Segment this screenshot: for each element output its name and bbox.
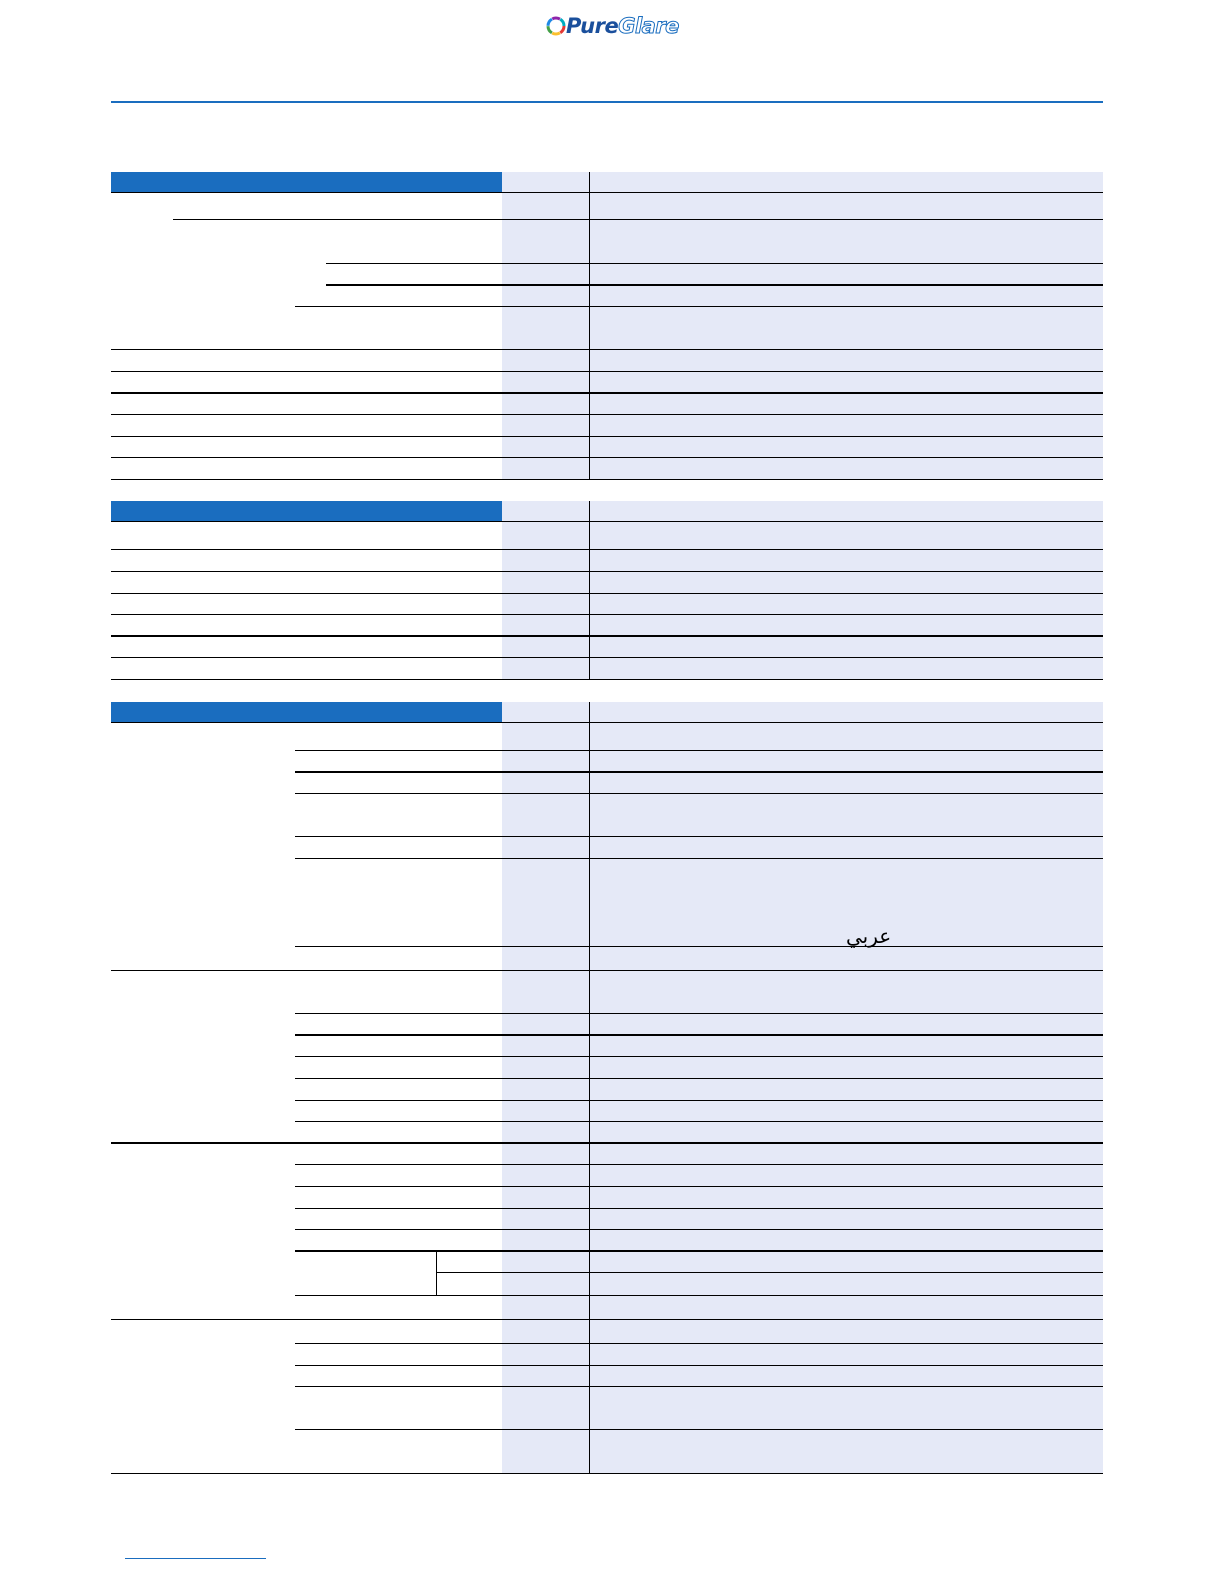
row-rule <box>111 593 1103 594</box>
row-rule <box>295 750 1103 751</box>
column-divider-3 <box>589 702 590 1473</box>
row-rule <box>111 371 1103 372</box>
row-rule <box>111 349 1103 350</box>
row-rule <box>111 635 1103 637</box>
row-rule <box>295 1229 1103 1230</box>
row-rule <box>111 657 1103 658</box>
row-rule <box>111 970 1103 971</box>
row-rule <box>295 1013 1103 1014</box>
row-rule <box>295 1034 1103 1036</box>
row-rule <box>111 722 1103 723</box>
row-rule <box>295 1100 1103 1101</box>
row-rule <box>111 436 1103 437</box>
sub-column-divider <box>436 1250 437 1296</box>
row-rule <box>326 284 1103 286</box>
row-rule <box>295 1121 1103 1122</box>
row-rule <box>111 1319 1103 1320</box>
row-rule <box>111 414 1103 415</box>
row-rule <box>295 946 1103 947</box>
row-rule <box>295 1164 1103 1165</box>
row-rule <box>111 392 1103 394</box>
row-rule <box>111 614 1103 615</box>
logo-text-pure: Pure <box>566 14 619 38</box>
row-rule <box>326 263 1103 264</box>
footer-link-underline[interactable] <box>125 1558 266 1559</box>
section-header-2 <box>111 501 502 522</box>
row-rule <box>295 836 1103 837</box>
row-rule <box>111 1473 1103 1474</box>
row-rule <box>295 1078 1103 1079</box>
logo-text-glare: Glare <box>618 14 679 38</box>
row-rule <box>295 1365 1103 1366</box>
row-rule <box>111 679 1103 680</box>
section-header-1 <box>111 172 502 193</box>
language-sample-arabic: عربي <box>846 924 892 948</box>
row-rule <box>295 1186 1103 1187</box>
column-divider-2 <box>589 501 590 679</box>
row-rule <box>295 858 1103 859</box>
row-rule <box>173 219 1103 220</box>
value-column-section-3 <box>502 702 1103 1473</box>
row-rule <box>437 1272 1103 1273</box>
row-rule <box>111 549 1103 550</box>
row-rule <box>295 1250 1103 1252</box>
row-rule <box>111 1142 1103 1144</box>
row-rule <box>295 1386 1103 1387</box>
row-rule <box>111 192 1103 193</box>
row-rule <box>111 457 1103 458</box>
row-rule <box>111 521 1103 522</box>
section-header-3 <box>111 702 502 723</box>
row-rule <box>111 571 1103 572</box>
row-rule <box>295 793 1103 794</box>
row-rule <box>295 1295 1103 1296</box>
row-rule <box>111 479 1103 480</box>
row-rule <box>295 1343 1103 1344</box>
row-rule <box>295 1429 1103 1430</box>
value-column-section-2 <box>502 501 1103 679</box>
row-rule <box>295 306 1103 307</box>
row-rule <box>295 771 1103 773</box>
row-rule <box>295 1056 1103 1057</box>
row-rule <box>295 1208 1103 1209</box>
